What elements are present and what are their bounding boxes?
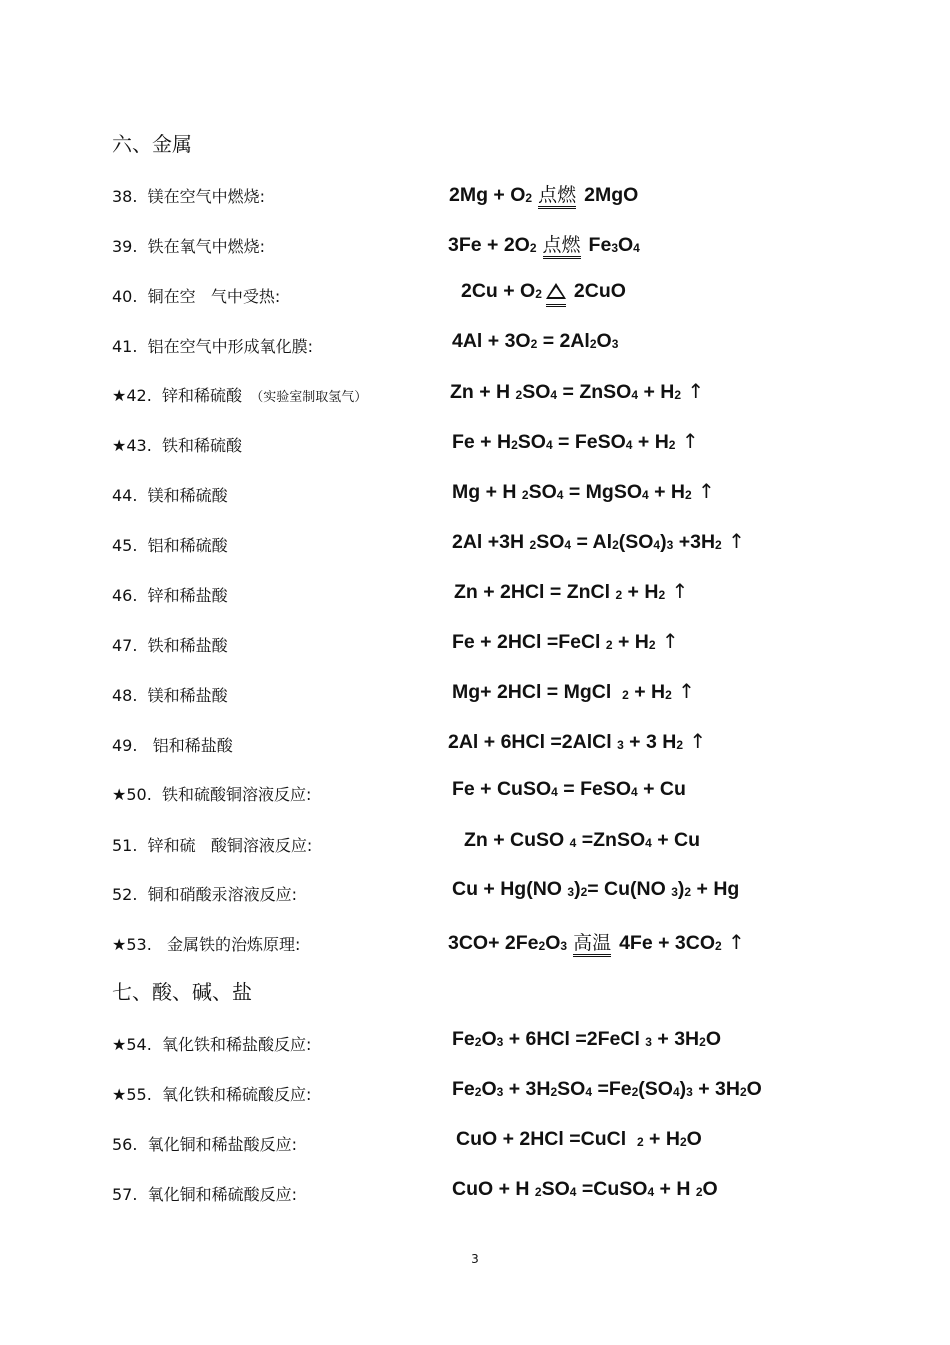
reaction-label: 51. 锌和硫 酸铜溶液反应: [112, 836, 313, 855]
reaction-label: 57. 氧化铜和稀硫酸反应: [112, 1185, 298, 1204]
equation-row [0, 928, 950, 958]
equation-row [0, 529, 950, 559]
equation-row [0, 778, 950, 808]
gas-arrow-icon: ↑ [655, 629, 679, 653]
chemical-equation: CuO + 2HCl =CuCl $_2 + H_2O$ [456, 1128, 702, 1150]
reaction-label: ★54. 氧化铁和稀盐酸反应: [112, 1035, 312, 1054]
chemical-equation: Zn + H $_2SO_4$ = ZnSO$_4$ + $H_2$ ↑ [450, 379, 705, 403]
reaction-label: 52. 铜和硝酸汞溶液反应: [112, 885, 298, 904]
gas-arrow-icon: ↑ [721, 529, 745, 553]
equation-row [0, 1178, 950, 1208]
reaction-label: 44. 镁和稀硫酸 [112, 486, 228, 505]
reaction-label: 49. 铝和稀盐酸 [112, 736, 233, 755]
chemical-equation: Mg+ 2HCl = MgCl $_2 + H_2$ ↑ [452, 679, 695, 703]
equation-row [0, 729, 950, 759]
equation-row [0, 230, 950, 260]
gas-arrow-icon: ↑ [721, 930, 745, 954]
equation-row [0, 180, 950, 210]
equation-row [0, 280, 950, 310]
equation-row [0, 479, 950, 509]
chemical-equation: Zn + 2HCl = ZnCl $_2 + H_2$ ↑ [454, 579, 689, 603]
page-number: 3 [471, 1252, 479, 1266]
chemical-equation: CuO + H $_2SO_4$ =CuSO$_4$ + H $_2$O [452, 1178, 718, 1200]
equation-row [0, 330, 950, 360]
equation-row [0, 629, 950, 659]
reaction-label: ★50. 铁和硫酸铜溶液反应: [112, 785, 312, 804]
equation-row [0, 1028, 950, 1058]
reaction-label: 48. 镁和稀盐酸 [112, 686, 228, 705]
reaction-label: 40. 铜在空 气中受热: [112, 287, 281, 306]
chemical-equation: 2Al + 6HCl =2AlCl $_3$ + 3 $H_2$ ↑ [448, 729, 707, 753]
equation-row [0, 679, 950, 709]
chemical-equation: $2Mg + O_2$ 点燃 2MgO [449, 180, 638, 207]
reaction-label: 47. 铁和稀盐酸 [112, 636, 228, 655]
reaction-label: ★42. 锌和稀硫酸 （实验室制取氢气） [112, 386, 368, 405]
equation-row [0, 379, 950, 409]
chemical-equation: $Fe_2O_3 + 6HCl$ =2FeCl $_3 + 3H_2O$ [452, 1028, 721, 1050]
reaction-label: 39. 铁在氧气中燃烧: [112, 237, 266, 256]
reaction-label: ★55. 氧化铁和稀硫酸反应: [112, 1085, 312, 1104]
chemical-equation: Cu + Hg(NO $_3)_2= Cu(NO$ $_3)_2 + Hg$ [452, 878, 740, 900]
reaction-note: （实验室制取氢气） [241, 390, 368, 405]
chemical-equation: $4Al + 3O_2 = 2Al_2O_3$ [452, 330, 619, 352]
section-heading-metals: 六、金属 [112, 132, 192, 156]
equation-row [0, 579, 950, 609]
gas-arrow-icon: ↑ [675, 429, 699, 453]
chemical-equation: Fe + 2HCl =FeCl $_2 + H_2$ ↑ [452, 629, 679, 653]
gas-arrow-icon: ↑ [691, 479, 715, 503]
equation-row [0, 878, 950, 908]
gas-arrow-icon: ↑ [681, 379, 705, 403]
heating-condition-icon [542, 280, 574, 303]
reaction-condition: 点燃 [538, 180, 576, 207]
chemical-equation: Mg + H $_2SO_4$ = MgSO$_4$ + $H_2$ ↑ [452, 479, 715, 503]
reaction-label: 56. 氧化铜和稀盐酸反应: [112, 1135, 298, 1154]
chemical-equation: Fe + CuSO$_4$ = FeSO$_4$ + Cu [452, 778, 686, 800]
reaction-label: ★53. 金属铁的治炼原理: [112, 935, 301, 954]
equation-row [0, 1078, 950, 1108]
equation-row [0, 1128, 950, 1158]
reaction-label: 46. 锌和稀盐酸 [112, 586, 228, 605]
reaction-condition: 点燃 [543, 230, 581, 257]
reaction-label: 45. 铝和稀硫酸 [112, 536, 228, 555]
equation-row [0, 829, 950, 859]
equation-row [0, 429, 950, 459]
reaction-label: 41. 铝在空气中形成氧化膜: [112, 337, 314, 356]
chemical-equation: Zn + CuSO $_4$ =ZnSO$_4$ + Cu [464, 829, 701, 851]
reaction-condition: 高温 [573, 928, 611, 955]
chemical-equation: $Fe + H_2SO_4$ = FeSO$_4$ + $H_2$ ↑ [452, 429, 699, 453]
gas-arrow-icon: ↑ [683, 729, 707, 753]
gas-arrow-icon: ↑ [671, 679, 695, 703]
chemical-equation: 2Al +3H $_2SO_4 = Al_2(SO_4)_3 +3H_2$ ↑ [452, 529, 745, 553]
chemical-equation: $3Fe + 2O_2$ 点燃 $Fe_3O_4$ [448, 230, 640, 257]
chemical-equation: $3CO+ 2Fe_2O_3$ 高温 $4Fe + 3CO_2$ ↑ [448, 930, 745, 954]
chemical-equation: $Fe_2O_3 + 3H_2SO_4 =Fe_2(SO_4)_3 + 3H_2O$ [452, 1078, 762, 1100]
chemical-equation: $2Cu + O_2$ 2CuO [461, 280, 626, 302]
reaction-label: 38. 镁在空气中燃烧: [112, 187, 266, 206]
section-heading-acid-base-salt: 七、酸、碱、盐 [112, 980, 252, 1004]
reaction-label: ★43. 铁和稀硫酸 [112, 436, 242, 455]
gas-arrow-icon: ↑ [665, 579, 689, 603]
